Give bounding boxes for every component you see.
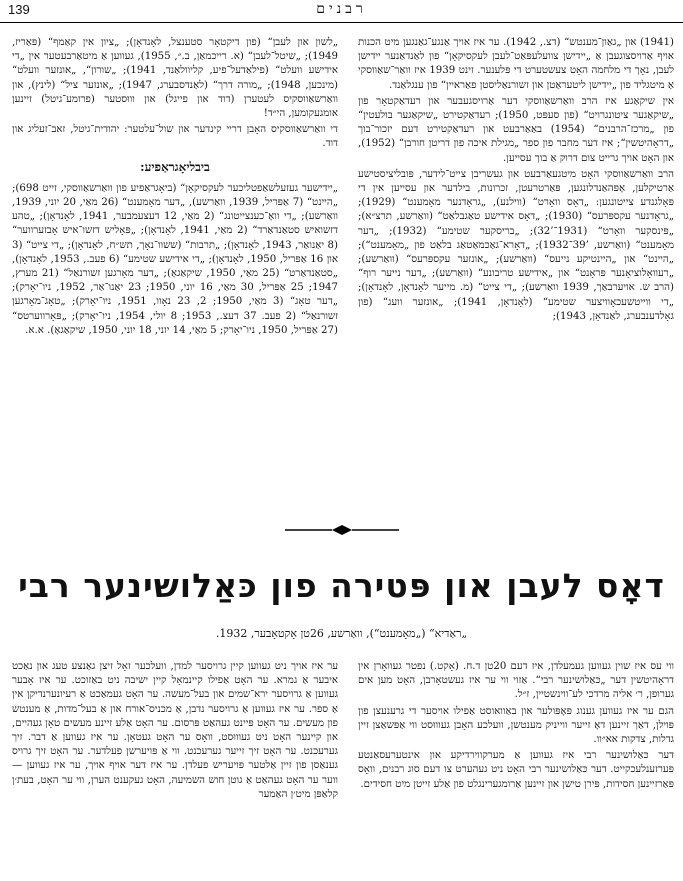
section-divider-ornament bbox=[0, 520, 683, 540]
paragraph: ווי עס איז שוין געווען געמעלדן, איז דעם 20טן ד.ח. (אָקט.) נפטר געוואָרן אין דראָהיטשין דער „כּאַלושינער רבי“. אַזוי ווי ער איז געשטאָרבן, האָט מען אים גערופן, ר׳ אליה מרדכי לע־ווינשטיין, ז״ל. bbox=[358, 661, 674, 701]
article-source: „ראַדיא“ („מאָמענט“), וואַרשע, 26טן אָקטאָבער, 1932. bbox=[215, 627, 468, 640]
page-header bbox=[0, 0, 683, 23]
top-left-column bbox=[12, 36, 338, 556]
bibliography-text: „יידישער געזעלשאַפטליכער לעקסיקאָן“ (ביאָגראַפיע פון וואַרשאַווסקי, זייט 698); „היינט“ (7 אַפּריל, 1939, וואַרשע), „דער מאָמענט“ (26 מאַי, 20 יוני, 1939, וואַרשע); „די וואָ־כענצייטונג“ (2 מאַי, 12 דעצעמבער, 1941, לאָנדאָן); „טהע דזשואיש סטאַנדאַרד“ (2 מאַי, 1941, לאָנדאָן); „פּאָליש דזשו־איש אָבזערווער“ (8 יאַנואַר, 1943, לאָנדאָן); „תרבות“ (ששוו־נאָך, תש״ח, לאָנדאָן); „די צייט“ (3 און 16 אַפּריל, 1950, לאָנדאָן); „די אידישע שטימע“ (6 פעב., 1953, לאָנדאָן), „סטאַנדאַרט“ (25 מאַי, 1950, שיקאַגאָ); „דער מאָרגען זשורנאַל“ (21 מערץ, 1947; 25 אַפּריל, 30 מאַי, 16 יוני, 1950; 23 יאַנו־אַר, 1952, ניו־יאָרק); „דער טאָג“ (3 מאַי, 1950; 2, 23 נאָוו, 1951, ניו־יאָרק); „טאָג־מאָרגען זשורנאַל“ (2 פעב. 37 דעצ., 1953; 8 יולי, 1954, ניו־יאָרק); „פּאָרווערטס“ (27 אַפּריל, 1950, ניו־יאָרק; 5 מאַי, 14 יוני, 18 יוני, 1950, שיקאַגאָ). א.א. bbox=[12, 182, 338, 336]
paragraph: דער כּאַלושינער רבי איז געווען אַ מערקווירדיקע און אינטערעסאַנטע פּערזענלעכקייט. דער כּאַלושינער רבי האָט ניט געהערט צו דעם סוג רבנים, וואָס פּאַרזיינען חסידות, פּירן טישן און זיינען אַרומגערינגלט פון אַלע זייטן מיט חסידים. bbox=[358, 750, 674, 790]
article-right-column bbox=[358, 660, 674, 881]
running-title: רבנים bbox=[316, 1, 367, 17]
paragraph: הגם ער איז געווען גענוג פּאָפּולער און באַוואוסט אַפילו אויסער די גרענעצן פון פּוילן, דאַך זיינען דאָ זייער ווייניק מענטשן, וועלכע האָבן געוווּסט ווי אַפּשאַצן זיין גדלות, צדקות אא״וו. bbox=[358, 705, 674, 746]
paragraph: (1941) און „גאַון־מענטש“ (דצ., 1942). ער איז אויך אַנגע־גאַנגען מיט הכנות אויף אַרויסצוגעבן אַ „יידישן צוועלעפּאַט־לעבן לעקסיקאָן“ פון לאַנדאַנער יידישן לעבן, נאָך די מלחמה האָט צעשטערט די פּלענער. זינט 1939 איז וואַר־שאַווסקי אַ מיטגליד פון „יידישן ליטעראַטן און זשורנאַליסטן פאַראיין“ פון ענגלאַנד. bbox=[358, 37, 674, 91]
paragraph: ער איז אויך ניט געווען קיין גרויסער למדן, וועלכער זאָל זיצן גאַנצע טעג און נאַכט איבער אַ גמרא. ער האָט אַפילו קיינמאָל קיין ישיבה ניט באַזוכט. ער איז אָבער געווען אַ גרויסער ירא־שמים און בעל־מעשה. ער האָט געמאַכט אַ רעיונערנדיקן אין אַ ספר. ער איז געווען אַ גרויסער נדבן, אַ מכניס־אורח און אַ בעל־מדות, אַ מענטש פון מעשים. ער האָט פּיינט געהאַט פּרסום. ער האָט אַלע זיינע מעשים טאָן געהיים, און קיינער האָט ניט געוווּסט, וואָס ער האָט געטאָן. ער איז געווען אַ דבר. זיך גערעכנט. ער האָט זיך זייער גערעכנט. ווי אַ פּויערשן פעלדער. ער האָט זיך גרויס גענאַסן פון זיין אַלטער פּויעריש פעלדן. ער איז דער אויף אויך, ער איז געווען — ווער ער האָט געהאַט אַ גוטן חוש השמיעה, האָט געקענט הערן, ווי ער האָט, בעת׳ן קלאַפּן מיט׳ן האַמער bbox=[12, 661, 338, 800]
bibliography-heading: ביבליאָגראַפיע: bbox=[140, 159, 210, 174]
paragraph: „לשון און לעבן“ (פון דיקטאָר סטענצל, לאָנדאָן); „ציון אין קאַמף“ (פּאַריז, 1949); „שיטל־לעבן“ (א. רייכמאַן, ב.״, 1955), געווען אַ מיטאַרבעטער אין „די אידישע וועלט“ (פילאַדעל־פיע, קליוולאַנד, 1941); „שורון“, „אונזער וועלט“ (מינכען, 1948); „מורה דרך“ (לאַנדסבערג, 1947); „אונזער ציל“ (לינץ), און וואַרשאַווסקיס לעטערן (דוד און פייגל) און וווּסטער (פרומע־גיטל) זיינען אומגעקומען, הי״ד! bbox=[12, 37, 338, 120]
paragraph: אין שיקאַגע איז הרב וואַרשאַווסקי דער אַרויסגעבער און רעדאַקטאָר פון „שיקאַגער ציטונגרויט“ (פון סעפּט, 1950); רעדאַקטירט „שיקאַגער בולעטין“ פון „מרכז־הרבנים“ (1954) באַאַרבעט און רעדאַקטירט דעם יזכור־בוך „דראָהיטשין“; איז דער מחבר פון ספר „מגילת איכה פון דריטן חורבן“ (1952), און האָט אויך גרייט צום דרוק אַ בוך עסייען. bbox=[358, 95, 674, 164]
article-left-column bbox=[12, 660, 338, 881]
paragraph: די וואַרשאַווסקיס האָבן דריי קינדער און שול־עלטער: יהודית־גיטל, זאב־זעליג און דוד. bbox=[12, 124, 338, 150]
page-number: 139 bbox=[8, 2, 30, 17]
top-right-column bbox=[358, 36, 674, 556]
article-title: דאָס לעבן און פּטירה פון כּאַלושינער רבי bbox=[18, 566, 665, 605]
paragraph: הרב וואַרשאַווסקי האָט מיטגעאַרבעט און געשריבן צייט־לידער, פּובליציסטישע אַרטיקלען, אָפּהאַנדלונגען, פּאַרטרעטן, זכרונות, בילדער און עסייען אין די פּאָלגנדע צייטונגען: „דאָס וואָרט“ (ווילנע), „גראָדנער מאָמענט“ (1929); „גראָדנער עקספּרעס“ (1930); „דאָס אידישע טאַגבלאַט“ (וואַרשע, תרצ״א); „פּינסקער וואָרט“ (1931־’32); „בריסקער שטימע“ (1932); „דער מאָמענט“ (וואַרשע, ’39־1932); „דאָרא־ג‍אַכמאַטאַג בלאַט פון „מאָמענט“); „היינט“ און „היינטיקע נייעס“ (וואַרשע); „אונזער עקספּרעס“ (וואַרשע); „רעוואָלוציאָנער פּראָנט“ און „אידישע טריבונע“ (וואַרשע); „דער נייער רוף“ (הרב ש. אויערבאַך, 1939 וואַרשע); „די צייט“ (מ. מייער לאָנדאָן, לאָנדאָן); „די ווייטשעכאָוויצער שטימע“ (לאָנדאָן, 1941); „אונזער וועג“ (פון גאָלדענבערג, לאַנדאָן, 1943); bbox=[358, 168, 674, 322]
